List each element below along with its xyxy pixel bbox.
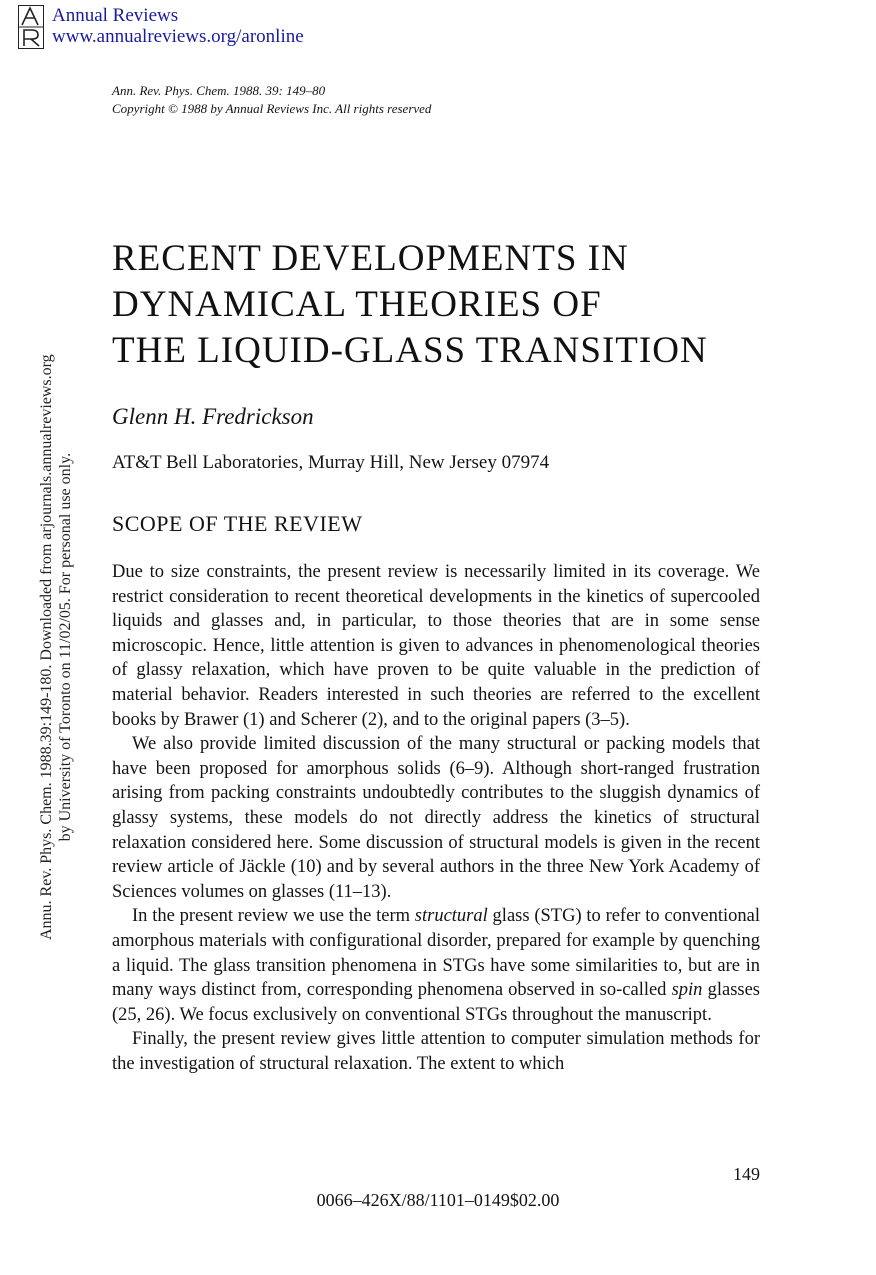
term-spin: spin: [671, 980, 703, 1001]
article-title: [112, 236, 708, 374]
author-affiliation: AT&T Bell Laboratories, Murray Hill, New Jersey 07974: [112, 452, 550, 473]
download-notice-line-2: by University of Toronto on 11/02/05. For personal use only.: [57, 452, 74, 842]
author-name: Glenn H. Fredrickson: [112, 404, 314, 429]
journal-citation: [112, 82, 431, 118]
section-heading: SCOPE OF THE REVIEW: [112, 511, 363, 536]
title-line-3: THE LIQUID-GLASS TRANSITION: [112, 330, 708, 371]
title-line-2: DYNAMICAL THEORIES OF: [112, 284, 602, 325]
paragraph-3-part-b: glass (STG) to refer to conventional amorphous materials with configurational disorder, prepared for example by quenching a liquid. The glass transition phenomena in STGs have some similarities to, but are in many ways distinct from, corresponding phenomena observed in so-called: [112, 906, 760, 1001]
body-text: [112, 560, 760, 1076]
paragraph-2: We also provide limited discussion of the many structural or packing models that have been proposed for amorphous solids (6–9). Although short-ranged frustration arising from packing constraints undoubtedly contributes to the sluggish dynamics of glassy systems, these models do not directly address the kinetics of structural relaxation considered here. Some discussion of structural models is given in the recent review article of Jäckle (10) and by several authors in the three New York Academy of Sciences volumes on glasses (11–13).: [112, 734, 760, 902]
paragraph-3-part-a: In the present review we use the term: [132, 906, 415, 927]
title-line-1: RECENT DEVELOPMENTS IN: [112, 238, 629, 279]
journal-code: 0066–426X/88/1101–0149$02.00: [316, 1190, 560, 1210]
paragraph-4: Finally, the present review gives little attention to computer simulation methods for the investigation of structural relaxation. The extent to which: [112, 1029, 760, 1074]
page-number: 149: [733, 1164, 760, 1184]
download-notice: [37, 354, 75, 940]
copyright-line: Copyright © 1988 by Annual Reviews Inc. All rights reserved: [112, 101, 432, 116]
publisher-website-link[interactable]: www.annualreviews.org/aronline: [52, 26, 304, 47]
term-structural: structural: [414, 906, 488, 927]
publisher-name[interactable]: Annual Reviews: [52, 5, 179, 26]
download-notice-line-1: Annu. Rev. Phys. Chem. 1988.39:149-180. Downloaded from arjournals.annualreviews.org: [38, 354, 55, 940]
citation-line-1: Ann. Rev. Phys. Chem. 1988. 39: 149–80: [112, 83, 326, 98]
publisher-header: [52, 5, 304, 47]
paragraph-1: Due to size constraints, the present review is necessarily limited in its coverage. We restrict consideration to recent theoretical developments in the kinetics of supercooled liquids and glasses and, in particular, to those theories that are in some sense microscopic. Hence, little attention is given to advances in phenomenological theories of glassy relaxation, which have proven to be quite valuable in the prediction of material behavior. Readers interested in such theories are referred to the excellent books by Brawer (1) and Scherer (2), and to the original papers (3–5).: [112, 562, 760, 730]
paragraph-3-part-c: glasses (25, 26). We focus exclusively on conventional STGs throughout the manuscript.: [112, 980, 760, 1025]
annual-reviews-logo-icon: [18, 5, 44, 49]
paragraph-3: [112, 904, 760, 1027]
